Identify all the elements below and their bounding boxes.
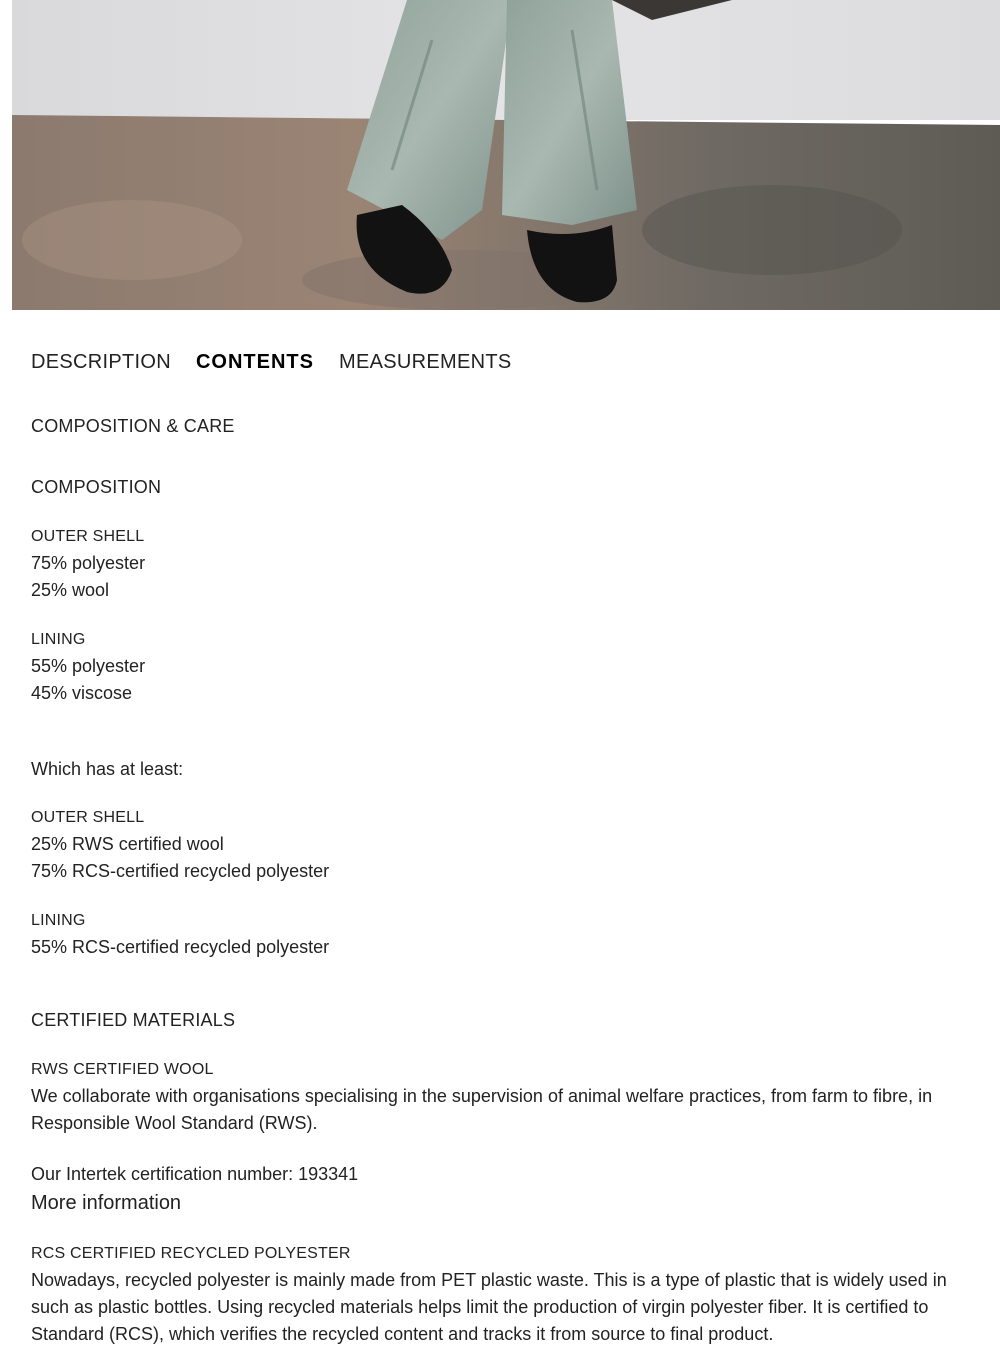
at-least-lining-label: LINING	[31, 912, 86, 929]
at-least-intro: Which has at least:	[31, 759, 184, 779]
outer-shell-line: 25% wool	[31, 580, 110, 600]
product-photo	[12, 0, 1000, 310]
more-information-link[interactable]: More information	[31, 1192, 182, 1214]
lining-label: LINING	[31, 631, 86, 648]
at-least-outer-shell-label: OUTER SHELL	[31, 809, 145, 826]
at-least-outer-shell-line: 25% RWS certified wool	[31, 834, 224, 854]
rcs-text: such as plastic bottles. Using recycled materials helps limit the production of virgin polyester fiber. It is certified to	[31, 1297, 929, 1317]
rcs-text: Nowadays, recycled polyester is mainly made from PET plastic waste. This is a type of plastic that is widely used in	[31, 1270, 947, 1290]
section-title: COMPOSITION & CARE	[31, 416, 235, 436]
at-least-lining-line: 55% RCS-certified recycled polyester	[31, 937, 330, 957]
product-photo-image	[12, 0, 1000, 310]
tab-measurements[interactable]: MEASUREMENTS	[338, 351, 512, 373]
composition-title: COMPOSITION	[31, 477, 162, 497]
product-info-tabs	[31, 351, 512, 374]
outer-shell-label: OUTER SHELL	[31, 528, 145, 545]
certified-materials-title: CERTIFIED MATERIALS	[31, 1010, 236, 1030]
tab-description[interactable]: DESCRIPTION	[31, 351, 171, 373]
rws-text: Responsible Wool Standard (RWS).	[31, 1113, 318, 1133]
at-least-outer-shell-line: 75% RCS-certified recycled polyester	[31, 861, 330, 881]
rws-label: RWS CERTIFIED WOOL	[31, 1061, 214, 1078]
tab-contents[interactable]: CONTENTS	[195, 351, 314, 373]
rcs-label: RCS CERTIFIED RECYCLED POLYESTER	[31, 1245, 351, 1262]
rws-cert-number: Our Intertek certification number: 193341	[31, 1164, 359, 1184]
rws-text: We collaborate with organisations specialising in the supervision of animal welfare practices, from farm to fibre, in	[31, 1086, 933, 1106]
lining-line: 45% viscose	[31, 683, 133, 703]
outer-shell-line: 75% polyester	[31, 553, 146, 573]
lining-line: 55% polyester	[31, 656, 146, 676]
rcs-text: Standard (RCS), which verifies the recycled content and tracks it from source to final product.	[31, 1324, 774, 1344]
